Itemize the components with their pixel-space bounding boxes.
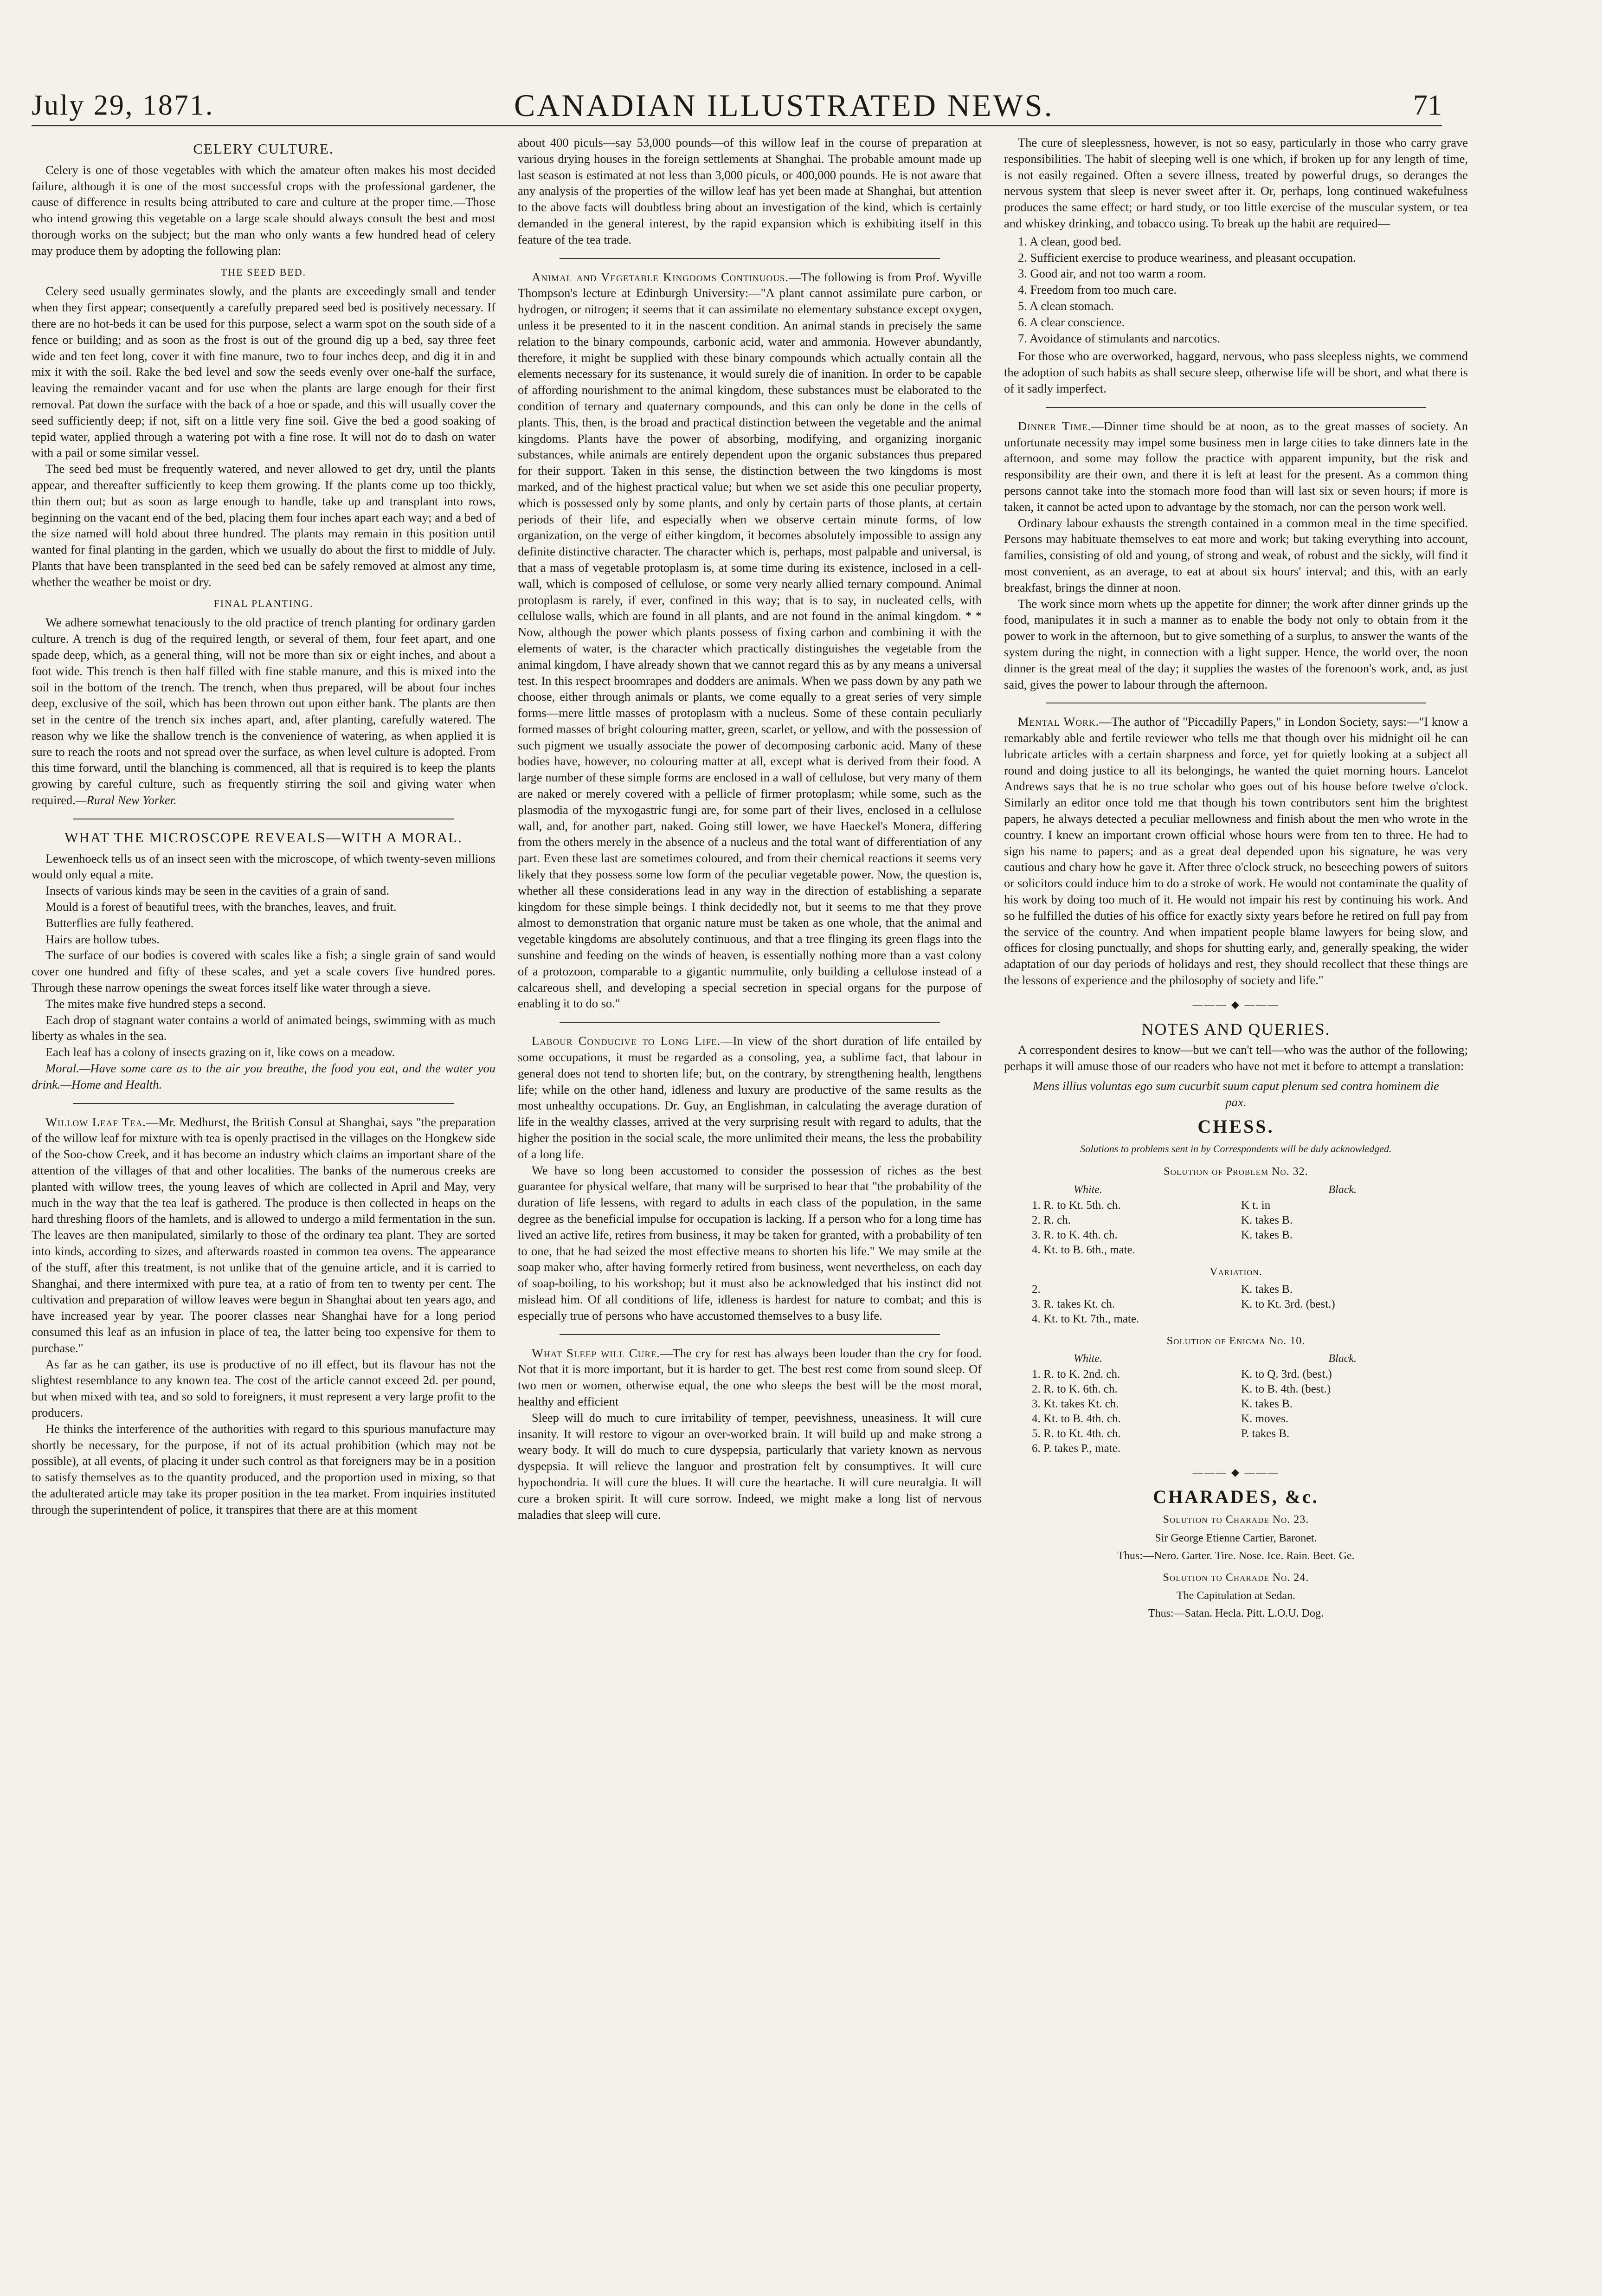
newspaper-title: CANADIAN ILLUSTRATED NEWS. [514, 88, 1054, 123]
move: 3. R. takes Kt. ch. [1032, 1297, 1115, 1310]
white-label: White. [1074, 1184, 1102, 1196]
move: 2. R. ch. [1032, 1213, 1071, 1226]
black-moves [1241, 1198, 1412, 1258]
white-moves [1032, 1282, 1203, 1327]
seed-bed-para-1: Celery seed usually germinates slowly, and the plants are exceedingly small and tender when they first appear; consequently a carefully prepared seed bed is positively necessary. If there are no hot-beds it can be used for this purpose, select a warm spot on the south side of a fence or building; and as soon as the frost is out of the ground dig up a bed, say three feet wide and ten feet long, cover it with fine manure, two to four inches deep, and dig it in and mix it with the soil. Rake the bed level and sow the seeds evenly over one-half the surface, leaving the remainder vacant and for use when the plants are large enough for their first removal. Pat down the surface with the back of a hoe or spade, and this will usually cover the seed sufficiently deep; if not, sift on a little very fine soil. Give the bed a good soaking of tepid water, applied through a watering pot with a fine rose. It will not do to dash on water with a pail or some similar vessel. [32, 284, 495, 460]
sleep-requirements-list [1004, 233, 1468, 347]
willow-para-2: As far as he can gather, its use is productive of no ill effect, but its flavour has not the slightest resemblance to any known tea. The cost of the article cannot exceed 2d. per pound, but when mixed with tea, and so sold to foreigners, it must represent a very large profit to the producers. [32, 1357, 495, 1419]
list-item: 6. A clear conscience. [1018, 315, 1125, 329]
section-divider [73, 1103, 454, 1104]
ornament-divider: ——— ◆ ——— [1192, 998, 1280, 1010]
sleep-text: —The cry for rest has always been louder than the cry for food. Not that it is more important, but it is harder to get. The best rest come from sound sleep. Of two men or women, otherwise equal, the one who sleeps the best will be the most moral, healthy and efficient [518, 1346, 982, 1408]
list-item: 7. Avoidance of stimulants and narcotics. [1018, 331, 1220, 345]
kingdoms-para [518, 269, 982, 1012]
move: 6. P. takes P., mate. [1032, 1442, 1120, 1455]
list-item: 2. Sufficient exercise to produce weariness, and pleasant occupation. [1018, 250, 1356, 264]
list-item: 3. Good air, and not too warm a room. [1018, 266, 1206, 281]
move: 2. R. to K. 6th. ch. [1032, 1383, 1118, 1396]
black-label: Black. [1328, 1184, 1357, 1196]
move: K. takes B. [1241, 1213, 1293, 1226]
move: 4. Kt. to B. 4th. ch. [1032, 1412, 1121, 1425]
list-item: 1. A clean, good bed. [1018, 234, 1121, 248]
microscope-line: The surface of our bodies is covered with scales like a fish; a single grain of sand would cover one hundred and fifty of these scales, and yet a scale covers five hundred pores. Through these narrow openings the sweat forces itself like water through a sieve. [32, 948, 495, 995]
ornament-divider: ——— ◆ ——— [1192, 1466, 1280, 1478]
willow-para-4: about 400 piculs—say 53,000 pounds—of this willow leaf in the course of preparation at various drying houses in the foreign settlements at Shanghai. The probable amount made up last season is estimated at not less than 3,000 piculs, or 400,000 pounds. He is not aware that any analysis of the properties of the willow leaf has yet been made at Shanghai, but attention to the above facts will doubtless bring about an investigation of the kind, which is certainly demanded in the general interest, by the rapid expansion which is exhibiting itself in this feature of the tea trade. [518, 135, 982, 246]
list-item: 5. A clean stomach. [1018, 298, 1114, 313]
mental-work-text: —The author of "Piccadilly Papers," in London Society, says:—"I know a remarkably able and fertile reviewer who tells me that though over his midnight oil he can lubricate articles with a certain sharpness and force, yet for quietly looking at a subject all round and doing justice to all its belongings, he wanted the quiet morning hours. Lancelot Andrews says that he is no true scholar who goes out of his house before twelve o'clock. Similarly an editor once told me that though his town contributors sent him the brightest papers, he always detected a peculiar mellowness and finish about the men who wrote in the country. I knew an important crown official whose hours were from ten to three. He had to sign his name to papers; and as a great deal depended upon his signature, he was very cautious and chary how he gave it. After three o'clock struck, no beseeching powers of suitors or solicitors could induce him to do a stroke of work. He would not contaminate the quality of his work by doing too much of it. He would not impair his rest by continuing his work. And so he fulfilled the duties of his office for exactly sixty years before he retired on full pay from the service of the country. And when impatient people blame lawyers for being slow, and offices for closing punctually, and shops for shutting early, and, generally speaking, the wider adaptation of our day periods of holidays and rest, they should recollect that these things are the lessons of experience and the philosophy of society and life." [1004, 715, 1468, 987]
microscope-line: Each drop of stagnant water contains a world of animated beings, swimming with as much liberty as whales in the sea. [32, 1013, 495, 1043]
final-planting-text: We adhere somewhat tenaciously to the old practice of trench planting for ordinary garden culture. A trench is dug of the required length, or several of them, four feet apart, and one spade deep, which, as a general thing, will not be more than six or eight inches, and about a foot wide. This trench is then half filled with fine stable manure, and this is mixed into the soil in the bottom of the trench. The trench, when thus prepared, will be about four inches deep, exclusive of the soil, which has been thrown out upon either bank. The plants are then set in the centre of the trench six inches apart, and, after planting, carefully watered. The reason why we like the shallow trench is the convenience of watering, as when applied it is sure to reach the roots and not spread over the surface, as when level culture is adopted. From this time forward, until the blanching is commenced, all that is required is to keep the plants growing by careful culture, such as frequently stirring the soil and giving water when required. [32, 615, 495, 807]
dinner-para-3: The work since morn whets up the appetite for dinner; the work after dinner grinds up the food, manipulates it in such a manner as to enable the body not only to obtain from it the power to work in the afternoon, but to give something of a surplus, to answer the wants of the system during the night, in connection with a light supper. Hence, the world over, the noon dinner is the great meal of the day; it supplies the wastes of the forenoon's work, and, as just said, gives the power to labour through the afternoon. [1004, 596, 1468, 691]
move: 4. Kt. to Kt. 7th., mate. [1032, 1312, 1139, 1325]
dinner-lead: Dinner Time. [1018, 419, 1092, 433]
masthead-rule [32, 125, 1442, 127]
labour-para-1 [518, 1033, 982, 1162]
willow-text: —Mr. Medhurst, the British Consul at Shanghai, says "the preparation of the willow leaf for mixture with tea is openly practised in the villages on the Hongkew side of the Soo-chow Creek, and it has become an industry which claims an important share of the attention of the villages of that and other localities. The banks of the numerous creeks are planted with willow trees, the young leaves of which are collected in April and May, very much in the way that the tea leaf is gathered. The produce is then collected in heaps on the hard threshing floors of the hamlets, and is allowed to undergo a mild fermentation in the sun. The leaves are then manipulated, similarly to those of the ordinary tea plant. They are sorted into kinds, according to sizes, and afterwards roasted in common tea ovens. The appearance of the stuff, after this treatment, is not unlike that of the genuine article, and it is carried to Shanghai, and there intermixed with pure tea, at a ratio of from ten to twenty per cent. The cultivation and preparation of willow leaves were begun in Shanghai about ten years ago, and have increased year by year. The poorer classes near Shanghai have for a long period consumed this leaf as an infusion in place of tea, the latter being too expensive for them to purchase." [32, 1115, 495, 1355]
move: 1. R. to K. 2nd. ch. [1032, 1368, 1120, 1381]
move: K. takes B. [1241, 1228, 1293, 1241]
charade-24-title: Solution to Charade No. 24. [1163, 1571, 1309, 1584]
notes-queries-heading: NOTES AND QUERIES. [1141, 1019, 1331, 1038]
sleep-lead: What Sleep will Cure. [532, 1346, 661, 1360]
willow-lead: Willow Leaf Tea. [45, 1115, 146, 1129]
seed-bed-para-2: The seed bed must be frequently watered, and never allowed to get dry, until the plants appear, and thereafter sufficiently to keep them growing. If the plants come up too thickly, thin them out; but as soon as large enough to handle, take up and transplant into rows, beginning on the vacant end of the bed, placing them four inches apart each way; and a bed of the size named will hold about three hundred. The plants may remain in this position until wanted for final planting in the garden, which we usually do about the first to middle of July. Plants that have been transplanted in the seed bed can be safely removed at almost any time, whether the weather be moist or dry. [32, 462, 495, 589]
black-moves [1241, 1282, 1412, 1327]
labour-lead: Labour Conducive to Long Life. [532, 1034, 721, 1048]
microscope-line: Lewenhoeck tells us of an insect seen with the microscope, of which twenty-seven millions would only equal a mite. [32, 851, 495, 882]
page-number: 71 [1413, 90, 1442, 121]
move: K. to Q. 3rd. (best.) [1241, 1368, 1332, 1381]
move: K. takes B. [1241, 1283, 1293, 1296]
move: 3. Kt. takes Kt. ch. [1032, 1398, 1119, 1411]
enigma-10-moves [1004, 1367, 1468, 1456]
charade-23-answer: Sir George Etienne Cartier, Baronet. [1155, 1532, 1317, 1544]
mental-work-lead: Mental Work. [1018, 715, 1100, 729]
charade-23-parts: Thus:—Nero. Garter. Tire. Nose. Ice. Rain. Beet. Ge. [1117, 1549, 1355, 1562]
section-divider [560, 1334, 940, 1335]
charade-24-parts: Thus:—Satan. Hecla. Pitt. L.O.U. Dog. [1148, 1607, 1324, 1620]
chess-notice: Solutions to problems sent in by Correspondents will be duly acknowledged. [1080, 1143, 1392, 1155]
problem-32-title: Solution of Problem No. 32. [1164, 1166, 1308, 1178]
sleep-para-1 [518, 1345, 982, 1410]
move: K. to B. 4th. (best.) [1241, 1383, 1331, 1396]
variation-moves [1004, 1282, 1468, 1327]
section-divider [1046, 407, 1426, 408]
list-item: 4. Freedom from too much care. [1018, 283, 1177, 297]
seed-bed-heading: THE SEED BED. [220, 266, 307, 278]
dinner-para-2: Ordinary labour exhausts the strength contained in a common meal in the time specified. Persons may habituate themselves to eat more and work; but taking everything into account, families, consisting of old and young, of strong and weak, of robust and the sickly, will find it most convenient, as an average, to eat at about six hours' interval; and this, with an early breakfast, brings the dinner at noon. [1004, 516, 1468, 594]
black-moves [1241, 1367, 1412, 1456]
kingdoms-text: —The following is from Prof. Wyville Thompson's lecture at Edinburgh University:—"A plant cannot assimilate pure carbon, or hydrogen, or nitrogen; it seems that it can assimilate no elementary substance except oxygen, unless it be presented to it in the nascent condition. An animal stands in precisely the same relation to the binary compounds, carbonic acid, water and ammonia. However abundantly, therefore, it might be supplied with these binary compounds which actually contain all the elements necessary for its sustenance, it would surely die of inanition. In order to be capable of affording nourishment to the animal kingdom, these substances must be elaborated to the condition of ternary and quaternary compounds, and this can only be done in the cells of plants. This, then, is the broad and practical distinction between the vegetable and the animal kingdoms. Plants have the power of absorbing, modifying, and organizing inorganic substances, while animals are entirely dependent upon the organic substances thus prepared for their support. Taken in this sense, the distinction between the two kingdoms is most marked, and of the highest practical value; but when we set aside this one peculiar property, which is possessed only by some plants, and only by certain parts of those plants, at certain periods of their life, and especially when we observe certain minute forms, of low organization, on the verge of either kingdom, it becomes absolutely impossible to assign any definite distinctive character. The character which is, perhaps, most palpable and universal, is that a mass of vegetable protoplasm is, at some time during its existence, inclosed in a cell-wall, which is composed of cellulose, or some very nearly allied ternary compound. Animal protoplasm is rarely, if ever, confined in this way; that is to say, in nucleated cells, with cellulose walls, which are found in all plants, and are not found in the animal kingdom. * * Now, although the power which plants possess of fixing carbon and combining it with the elements of water, is the character which practically distinguishes the vegetable from the animal kingdom, I have already shown that we cannot regard this as by any means a universal test. In this respect broomrapes and dodders are animals. When we pass down by any path we choose, either through animals or plants, we come equally to a great series of very simple forms—mere little masses of protoplasm with a nucleus. Some of these contain peculiarly formed masses of bright colouring matter, green, scarlet, or yellow, and with the possession of such pigment we usually associate the power of decomposing carbonic acid. Many of these bodies have, however, no colouring matter at all, except what is derived from their food. A large number of these simple forms are enclosed in a wall of cellulose, but very many of them are naked or merely covered with a pellicle of firmer protoplasm; while some, such as the plasmodia of the myxogastric fungi are, for some part of their lives, enclosed in a cellulose wall, and, for another part, naked. Going still lower, we have Haeckel's Monera, differing from the others merely in the absence of a nucleus and the total want of differentiation of any part. Even these last are sometimes coloured, and from their chemical reactions it seems very likely that they possess some low form of the peculiar vegetable power. Now, the question is, whether all these considerations lead in any way in the direction of establishing a separate kingdom for these simple beings. I think decidedly not, but it seems to me that they prove almost to demonstration that organic nature must be taken as one whole, that the animal and vegetable kingdoms are absolutely continuous, and that a tree flinging its green flags into the sunshine and feeding on the winds of heaven, is essentially nothing more than a vast colony of a protozoon, comparable to a gigantic nummulite, only building a cellulose instead of a calcareous shell, and developing a special secretion in special organs for the purpose of enabling it to do so." [518, 270, 982, 1011]
chess-column-headings [1004, 1182, 1468, 1198]
white-moves [1032, 1367, 1203, 1456]
labour-text: —In view of the short duration of life entailed by some occupations, it must be regarded as a consoling, yea, a sublime fact, that labour in general does not tend to shorten life; but, on the contrary, by strengthening health, lengthens life; while on the other hand, idleness and luxury are productive of the same results as the most unhealthy occupations. Dr. Guy, an Englishman, in calculating the average duration of life in the wealthy classes, arrived at the very surprising result with regard to adults, that the higher the position in the social scale, the more unlimited their means, the less the probability of a long life. [518, 1034, 982, 1161]
black-label: Black. [1328, 1353, 1357, 1365]
chess-column-headings [1004, 1351, 1468, 1367]
final-planting-para [32, 614, 495, 808]
kingdoms-lead: Animal and Vegetable Kingdoms Continuous. [532, 270, 789, 284]
microscope-line: Butterflies are fully feathered. [45, 916, 194, 930]
move: P. takes B. [1241, 1427, 1290, 1440]
column-2 [518, 135, 982, 2278]
issue-date: July 29, 1871. [32, 90, 214, 121]
newspaper-page [19, 0, 1587, 2296]
dinner-text: —Dinner time should be at noon, as to the great masses of society. An unfortunate necessity may impel some business men in large cities to take dinners late in the afternoon, and some may follow the practice with apparent impunity, but the risk and responsibility are their own, and there it is left at least for the present. As a common thing persons cannot take into the stomach more food than will last six or seven hours; if more is taken, it cannot be acted upon to advantage by the stomach, nor can the person work well. [1004, 419, 1468, 514]
move: 4. Kt. to B. 6th., mate. [1032, 1243, 1135, 1256]
column-3 [1004, 135, 1468, 2278]
willow-para-3: He thinks the interference of the authorities with regard to this spurious manufacture may shortly be necessary, for the purpose, if not of its actual prohibition (which may not be possible), at all events, of placing it under such control as that foreigners may be in a position to satisfy themselves as to the quantity produced, and the proportion used in mixing, so that the adulterated article may take its proper position in the tea market. From inquiries instituted through the superintendent of police, it transpires that there are at this moment [32, 1421, 495, 1516]
move: K. takes B. [1241, 1398, 1293, 1411]
microscope-line: Insects of various kinds may be seen in the cavities of a grain of sand. [45, 884, 390, 898]
latin-quote: Mens illius voluntas ego sum cucurbit suum caput plenum sed contra hominem die pax. [1033, 1079, 1439, 1109]
sleep-para-4: For those who are overworked, haggard, nervous, who pass sleepless nights, we commend the adoption of such habits as shall secure sleep, otherwise life will be short, and what there is of it sadly imperfect. [1004, 349, 1468, 395]
notes-para: A correspondent desires to know—but we can't tell—who was the author of the following; perhaps it will amuse those of our readers who have not met it before to attempt a translation: [1004, 1043, 1468, 1073]
dinner-para-1 [1004, 418, 1468, 515]
move: K t. in [1241, 1199, 1271, 1212]
charades-heading: CHARADES, &c. [1153, 1486, 1319, 1507]
microscope-heading: WHAT THE MICROSCOPE REVEALS—WITH A MORAL. [64, 829, 463, 845]
chess-heading: CHESS. [1197, 1116, 1274, 1137]
charade-23-title: Solution to Charade No. 23. [1163, 1513, 1309, 1526]
move: 5. R. to Kt. 4th. ch. [1032, 1427, 1121, 1440]
microscope-line: Each leaf has a colony of insects grazing on it, like cows on a meadow. [45, 1045, 395, 1059]
white-label: White. [1074, 1353, 1102, 1365]
section-divider [560, 1022, 940, 1023]
microscope-line: Hairs are hollow tubes. [45, 932, 160, 946]
mental-work-para [1004, 714, 1468, 988]
move: K. moves. [1241, 1412, 1289, 1425]
labour-para-2: We have so long been accustomed to consider the possession of riches as the best guarantee for physical welfare, that many will be surprised to hear that "the probability of the duration of life lessens, with regard to adults in each class of the population, in the same degree as the beneficial impulse for occupation is lacking. If a person who for a long time has lived an active life, retires from business, it may be taken for granted, with a probability of ten to one, that he had seized the most effective means to shorten his life." We may smile at the soap maker who, after having formerly retired from business, went nevertheless, on each day of soap-boiling, to his workshop; but it must also be acknowledged that his instinct did not mislead him. Of all conditions of life, idleness is hardest for nature to combat; and this is especially true of persons who have accustomed themselves to a busy life. [518, 1163, 982, 1322]
column-1 [32, 135, 495, 2278]
microscope-line: The mites make five hundred steps a second. [45, 996, 266, 1011]
variation-title: Variation. [1210, 1265, 1262, 1278]
celery-intro: Celery is one of those vegetables with which the amateur often makes his most decided failure, although it is one of the most successful crops with the professional gardener, the cause of difference in results being attributed to care and culture at the proper time.—Those who intend growing this vegetable on a large scale should always consult the best and most thorough works on the subject; but the man who only wants a few hundred head of celery may produce them by adopting the following plan: [32, 162, 495, 258]
microscope-line: Mould is a forest of beautiful trees, with the branches, leaves, and fruit. [45, 900, 397, 914]
microscope-moral: Moral.—Have some care as to the air you breathe, the food you eat, and the water you drink.—Home and Health. [32, 1061, 495, 1091]
sleep-para-3: The cure of sleeplessness, however, is not so easy, particularly in those who carry grave responsibilities. The habit of sleeping well is one which, if broken up for any length of time, is not easily regained. Often a severe illness, treated by powerful drugs, so deranges the nervous system that sleep is never sweet after it. Or, perhaps, long continued wakefulness produces the same effect; or hard study, or too little exercise of the muscular system, or tea and whiskey drinking, and tobacco using. To break up the habit are required— [1004, 135, 1468, 230]
section-divider [560, 258, 940, 259]
sleep-para-2: Sleep will do much to cure irritability of temper, peevishness, uneasiness. It will cure insanity. It will restore to vigour an over-worked brain. It will build up and make strong a weary body. It will do much to cure dyspepsia, particularly that variety known as nervous dyspepsia. It will relieve the languor and prostration felt by consumptives. It will cure hypochondria. It will cure the blues. It will cure the heartache. It will cure neuralgia. It will cure a broken spirit. It will cure sorrow. Indeed, we might make a long list of nervous maladies that sleep will cure. [518, 1410, 982, 1522]
celery-heading: CELERY CULTURE. [193, 141, 334, 157]
charade-24-answer: The Capitulation at Sedan. [1177, 1590, 1295, 1602]
move: 1. R. to Kt. 5th. ch. [1032, 1199, 1121, 1212]
move: 3. R. to K. 4th. ch. [1032, 1228, 1118, 1241]
final-planting-heading: FINAL PLANTING. [213, 597, 314, 609]
willow-para-1 [32, 1114, 495, 1356]
move: 2. [1032, 1283, 1041, 1296]
problem-32-moves [1004, 1198, 1468, 1258]
enigma-10-title: Solution of Enigma No. 10. [1166, 1335, 1306, 1347]
masthead [32, 79, 1442, 130]
celery-source: —Rural New Yorker. [75, 793, 177, 807]
move: K. to Kt. 3rd. (best.) [1241, 1297, 1335, 1310]
white-moves [1032, 1198, 1203, 1258]
